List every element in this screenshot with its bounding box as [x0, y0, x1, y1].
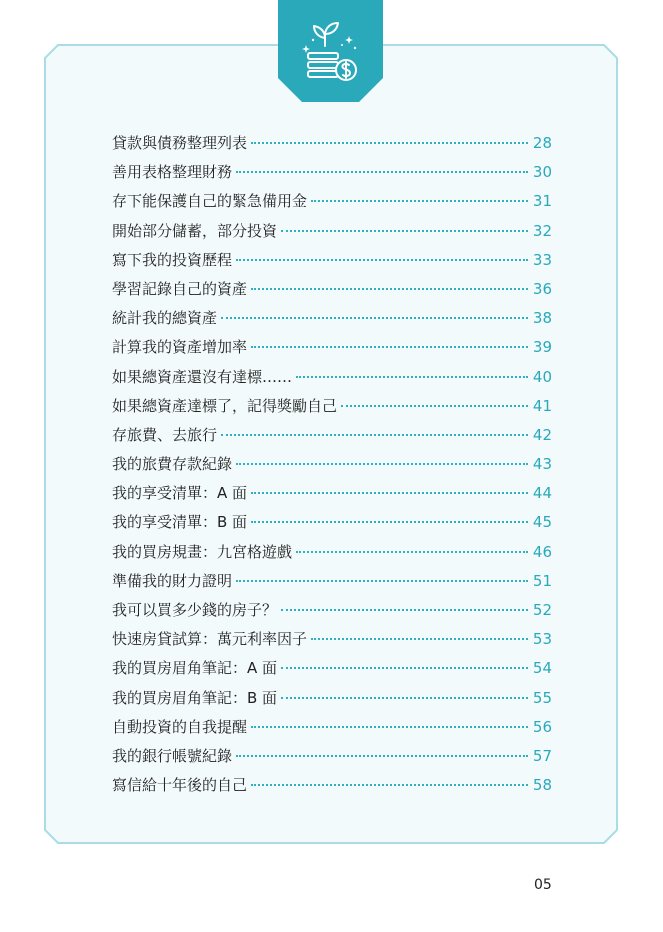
toc-entry-page: 41	[532, 396, 552, 415]
toc-entry-title: 我可以買多少錢的房子？	[112, 601, 278, 619]
toc-entry-title: 寫下我的投資歷程	[112, 250, 233, 269]
dot-leader	[251, 142, 528, 144]
toc-entry[interactable]	[112, 541, 552, 570]
toc-entry[interactable]	[112, 774, 552, 803]
dot-leader	[281, 609, 528, 611]
toc-entry-page: 44	[532, 484, 552, 503]
dot-leader	[221, 434, 528, 436]
toc-entry[interactable]	[112, 307, 552, 336]
toc-entry-page: 36	[532, 279, 552, 298]
toc-entry[interactable]	[112, 278, 552, 307]
toc-entry[interactable]	[112, 628, 552, 657]
dot-leader	[251, 726, 528, 728]
header-badge	[278, 0, 383, 102]
toc-entry-title: 貸款與債務整理列表	[112, 134, 248, 152]
toc-entry-page: 46	[532, 542, 552, 561]
toc-entry-page: 54	[532, 659, 552, 678]
toc-entry[interactable]	[112, 482, 552, 511]
dot-leader	[236, 755, 528, 757]
toc-entry-title: 準備我的財力證明	[112, 571, 233, 590]
toc-entry[interactable]	[112, 570, 552, 599]
toc-entry-page: 51	[532, 571, 552, 590]
toc-entry-title: 我的買房眉角筆記：A 面	[112, 659, 278, 678]
dot-leader	[281, 667, 528, 669]
toc-entry-page: 32	[532, 221, 552, 240]
dot-leader	[296, 376, 528, 378]
toc-entry-page: 52	[532, 601, 552, 619]
toc-entry[interactable]	[112, 220, 552, 249]
dot-leader	[236, 463, 528, 465]
toc-entry-title: 存旅費、去旅行	[112, 425, 218, 444]
toc-entry-title: 我的買房規畫：九宮格遊戲	[112, 542, 293, 561]
dot-leader	[251, 521, 528, 523]
dot-leader	[221, 317, 528, 319]
toc-entry-page: 30	[532, 163, 552, 182]
toc-entry-title: 如果總資產達標了，記得獎勵自己	[112, 396, 338, 415]
toc-entry-title: 善用表格整理財務	[112, 163, 233, 182]
toc-entry-page: 43	[532, 455, 552, 474]
dot-leader	[341, 405, 528, 407]
toc-entry[interactable]	[112, 453, 552, 482]
toc-entry-title: 如果總資產還沒有達標……	[112, 367, 293, 386]
toc-entry[interactable]	[112, 395, 552, 424]
toc-entry[interactable]	[112, 336, 552, 365]
dot-leader	[251, 492, 528, 494]
dot-leader	[296, 551, 528, 553]
toc-entry-page: 40	[532, 367, 552, 386]
dot-leader	[311, 638, 528, 640]
dot-leader	[236, 171, 528, 173]
toc-entry-page: 55	[532, 688, 552, 707]
toc-entry-page: 31	[532, 192, 552, 211]
toc-entry-title: 我的享受清單：A 面	[112, 484, 248, 503]
toc-entry-title: 學習記錄自己的資產	[112, 279, 248, 298]
toc-entry-title: 自動投資的自我提醒	[112, 717, 248, 736]
toc-entry-title: 開始部分儲蓄，部分投資	[112, 221, 278, 240]
dot-leader	[236, 259, 528, 261]
toc-entry-title: 快速房貸試算：萬元利率因子	[112, 630, 308, 649]
toc-entry-title: 寫信給十年後的自己	[112, 776, 248, 795]
toc-entry[interactable]	[112, 132, 552, 161]
toc-entry-page: 58	[532, 776, 552, 795]
toc-entry[interactable]	[112, 366, 552, 395]
dot-leader	[251, 784, 528, 786]
toc-entry[interactable]	[112, 599, 552, 628]
toc-entry-page: 56	[532, 717, 552, 736]
toc-entry-title: 我的旅費存款紀錄	[112, 455, 233, 474]
toc-entry[interactable]	[112, 657, 552, 686]
toc-entry-page: 28	[532, 134, 552, 152]
toc-entry-page: 38	[532, 309, 552, 328]
toc-entry[interactable]	[112, 161, 552, 190]
toc-entry[interactable]	[112, 511, 552, 540]
toc-entry[interactable]	[112, 190, 552, 219]
toc-entry[interactable]	[112, 687, 552, 716]
toc-entry-page: 57	[532, 746, 552, 765]
dot-leader	[281, 230, 528, 232]
toc-entry-title: 我的買房眉角筆記：B 面	[112, 688, 278, 707]
table-of-contents	[112, 132, 552, 803]
toc-entry[interactable]	[112, 249, 552, 278]
toc-entry[interactable]	[112, 716, 552, 745]
toc-entry-page: 39	[532, 338, 552, 357]
dot-leader	[251, 288, 528, 290]
toc-entry-title: 我的銀行帳號紀錄	[112, 746, 233, 765]
toc-entry-title: 計算我的資產增加率	[112, 338, 248, 357]
toc-entry[interactable]	[112, 745, 552, 774]
toc-entry-title: 我的享受清單：B 面	[112, 513, 248, 532]
toc-entry-page: 42	[532, 425, 552, 444]
dot-leader	[311, 200, 528, 202]
toc-entry-page: 33	[532, 250, 552, 269]
dot-leader	[251, 346, 528, 348]
dot-leader	[281, 697, 528, 699]
toc-entry-title: 統計我的總資產	[112, 309, 218, 328]
page-number: 05	[534, 877, 552, 893]
toc-entry-page: 45	[532, 513, 552, 532]
dot-leader	[236, 580, 528, 582]
toc-entry-page: 53	[532, 630, 552, 649]
toc-entry[interactable]	[112, 424, 552, 453]
toc-entry-title: 存下能保護自己的緊急備用金	[112, 192, 308, 211]
